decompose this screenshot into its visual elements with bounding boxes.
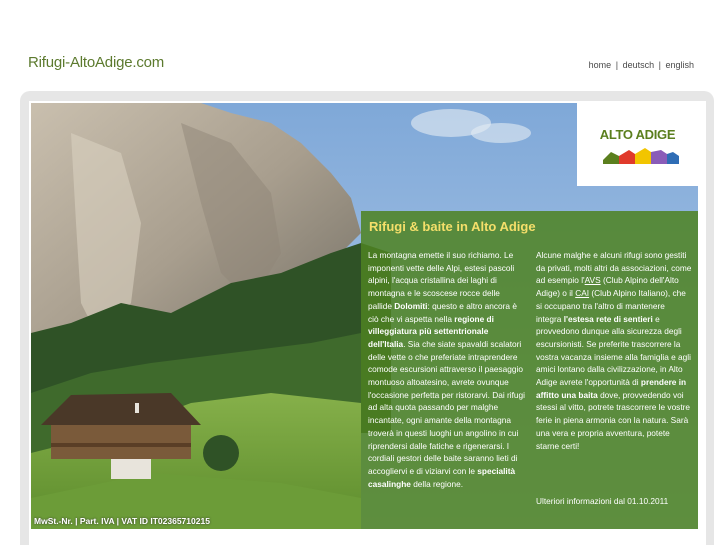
text: (Club Alpino dell'Alto Adige) o il [536,275,679,299]
text: : questo e altro ancora è ciò che vi aspetta nella [368,300,517,324]
text: dove, provvedendo voi stessi al vitto, potrete trascorrere le vostre ferie in piena armonia con la natura. Sarà una vera e propria avventura, potete starne certi! [536,389,691,451]
text-column-left [368,249,526,490]
site-title[interactable]: Rifugi-AltoAdige.com [28,54,165,71]
nav-english-link[interactable]: english [665,60,694,70]
logo-mountain-icon [603,146,679,166]
section-heading: Rifugi & baite in Alto Adige [369,219,536,234]
bold-text: Dolomiti [394,300,428,311]
text-column-right [536,249,692,452]
more-info-note: Ulteriori informazioni dal 01.10.2011 [536,496,669,506]
text: Alcune malghe e alcuni rifugi sono gestiti da privati, molti altri da associazioni, come ad esempio l' [536,250,692,286]
text: della regione. [410,478,464,489]
avs-link[interactable]: AVS [584,275,601,286]
bold-text: prendere in affitto una baita [536,377,687,400]
language-nav [589,60,694,70]
intro-paragraph [368,249,526,490]
nav-separator: | [658,60,661,70]
vat-number: MwSt.-Nr. | Part. IVA | VAT ID IT02365710215 [34,516,210,526]
nav-home-link[interactable]: home [588,60,612,70]
intro-textbox [361,211,698,529]
text: e provvedono dunque alla sicurezza degli escursionisti. Se preferite trascorrere la vostra vacanza insieme alla famiglia e agli amici lontano dalla civilizzazione, in Alto Adige avrete l'opportunità di [536,313,691,388]
text: La montagna emette il suo richiamo. Le imponenti vette delle Alpi, estesi pascoli alpini, l'acqua cristallina dei laghi di montagna e le scoscese rocce delle pallide [368,250,515,311]
nav-deutsch-link[interactable]: deutsch [622,60,655,70]
nav-separator: | [615,60,619,70]
alto-adige-logo[interactable] [577,103,698,186]
logo-wordmark: ALTO ADIGE [599,127,676,142]
bold-text: regione di villeggiatura più settentrionale dell'Italia [368,313,494,349]
bold-text: l'estesa rete di sentieri [563,313,653,324]
cai-link[interactable]: CAI [575,288,590,299]
bold-text: specialità casalinghe [368,465,516,489]
text: (Club Alpino Italiano), che si occupano tra l'altro di mantenere integra [536,288,686,324]
text: . Sia che siate spavaldi scalatori delle vette o che preferiate intraprendere comode escursioni attraverso il paesaggio montuoso altoatesino, avrete ovunque l'occasione perfetta per ristorarvi. Dai rifugi ad alta quota passando per malghe incantate, ogni amante della montagna troverà in questi luoghi un angolino in cui riprendersi dalle fatiche e rigenerarsi. I cordiali gestori delle baite saranno lieti di accogliervi e di viziarvi con le [368,338,525,476]
associations-paragraph [536,249,692,452]
